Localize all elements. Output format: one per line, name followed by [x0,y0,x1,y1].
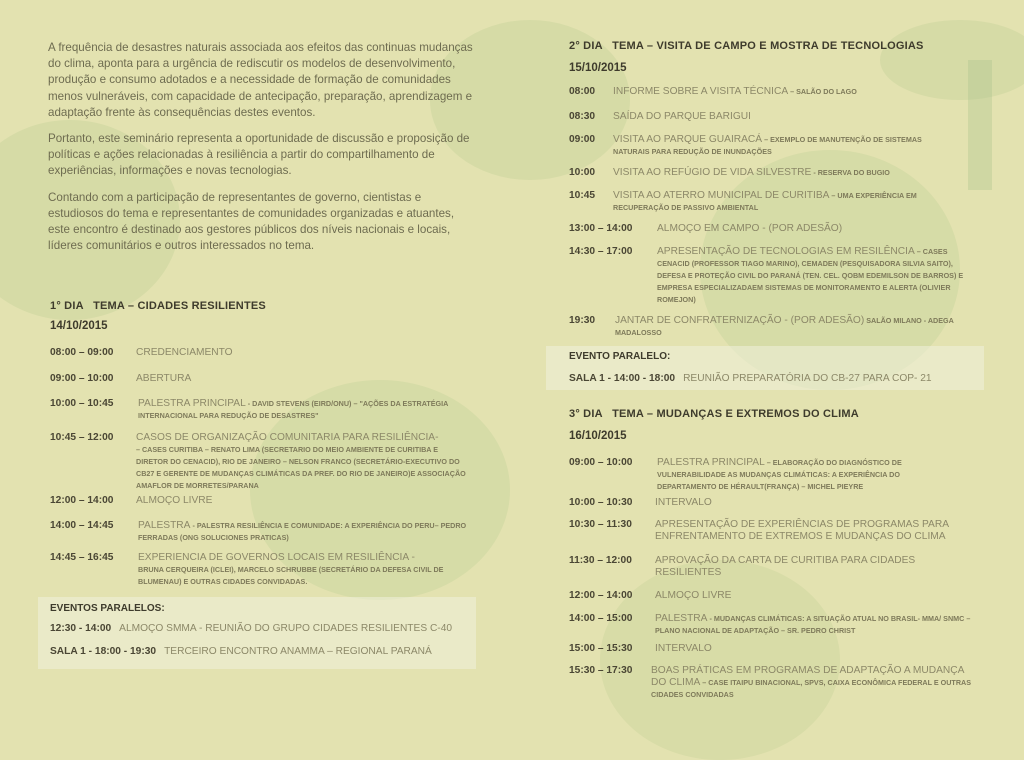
intro-paragraph: Portanto, este seminário representa a oportunidade de discussão e proposição de políticas e ações relacionadas à resiliência a partir do compartilhamento de experiências, informações e novas tecnologias. [48,132,470,178]
item-title: CREDENCIAMENTO [136,347,233,358]
schedule-item [50,347,470,359]
item-time: 08:30 [569,111,596,122]
item-time: 15:00 – 15:30 [569,643,633,654]
schedule-item [569,665,989,701]
item-title: TERCEIRO ENCONTRO ANAMMA – REGIONAL PARANÁ [164,646,432,657]
item-time: 19:30 [569,315,596,326]
item-title: INTERVALO [655,497,712,508]
item-time: 10:00 – 10:30 [569,497,633,508]
item-title: ALMOÇO EM CAMPO - (POR ADESÃO) [657,223,843,234]
schedule-item [569,643,989,655]
day2-title: 2° DIA TEMA – VISITA DE CAMPO E MOSTRA DE TECNOLOGIAS [569,40,924,52]
item-title: SAÍDA DO PARQUE BARIGUI [613,111,751,122]
schedule-item [50,432,470,492]
item-time: 10:00 [569,167,596,178]
item-time: 08:00 – 09:00 [50,347,114,358]
item-title: PALESTRA PRINCIPAL [657,457,765,468]
item-time: 14:00 – 15:00 [569,613,633,624]
item-title: JANTAR DE CONFRATERNIZAÇÃO - (POR ADESÃO) [615,315,865,326]
item-title: BOAS PRÁTICAS EM PROGRAMAS DE ADAPTAÇÃO A MUDANÇA DO CLIMA [651,665,964,688]
schedule-item [569,519,989,543]
schedule-item [50,520,470,544]
item-title: REUNIÃO PREPARATÓRIA DO CB-27 PARA COP- 21 [683,373,932,384]
right-page [512,0,1024,724]
schedule-item [569,223,989,235]
schedule-item [50,398,470,422]
item-time: 15:30 – 17:30 [569,665,633,676]
item-title: ABERTURA [136,373,192,384]
intro-paragraph: A frequência de desastres naturais associada aos efeitos das continuas mudanças do clima, aponta para a urgência de rediscutir os modelos de desenvolvimento, produção e consumo adotados e a necessidade de formação de comunidades menos vulneráveis, com capacidade de antecipação, preparação, aprendizagem e adaptação frente às consequências destes eventos. [48,41,473,119]
intro-paragraph: Contando com a participação de representantes de governo, cientistas e estudiosos do tema e representantes de comunidades organizadas e atuantes, este encontro é destinado aos gestores públicos dos níveis nacionais e locais, líderes comunitários e outros interessados no tema. [48,190,455,253]
item-time: 10:45 – 12:00 [50,432,114,443]
item-title: VISITA AO REFÚGIO DE VIDA SILVESTRE [613,167,812,178]
item-time: 13:00 – 14:00 [569,223,633,234]
day1-title: 1° DIA TEMA – CIDADES RESILIENTES [50,300,266,312]
parallel-events-title: EVENTOS PARALELOS: [50,603,165,614]
item-title: EXPERIENCIA DE GOVERNOS LOCAIS EM RESILIÊNCIA - [138,552,415,563]
schedule-item [569,457,989,493]
schedule-item [569,111,989,123]
schedule-item [569,613,989,637]
item-time: 12:30 - 14:00 [50,623,112,634]
item-detail: – SALÃO DO LAGO [788,87,857,96]
item-time: 10:30 – 11:30 [569,519,632,530]
item-title: PALESTRA PRINCIPAL [138,398,246,409]
item-time: 08:00 [569,86,596,97]
schedule-item [569,590,989,602]
schedule-item [569,86,989,98]
item-title: ALMOÇO LIVRE [136,495,213,506]
schedule-item [569,497,989,509]
item-title: PALESTRA [655,613,708,624]
item-time: 09:00 – 10:00 [569,457,633,468]
item-time: 14:30 – 17:00 [569,246,633,257]
left-page [0,0,512,724]
item-detail: – ELABORAÇÃO DO DIAGNÓSTICO DE VULNERABILIDADE AS MUDANÇAS CLIMÁTICAS: A EXPERIÊNCIA DO DEPARTAMENTO DE HÉRAULT(FRANÇA) – MICHEL PIEYRE [657,458,902,491]
item-title: PALESTRA [138,520,191,531]
schedule-item [569,134,989,158]
day1-date: 14/10/2015 [50,320,108,332]
parallel-event-title: EVENTO PARALELO: [569,351,671,362]
schedule-item [569,555,989,579]
day2-date: 15/10/2015 [569,62,627,74]
item-title: APRESENTAÇÃO DE TECNOLOGIAS EM RESILÊNCIA [657,246,915,257]
item-time: SALA 1 - 14:00 - 18:00 [569,373,676,384]
item-detail: – UMA EXPERIÊNCIA EM RECUPERAÇÃO DE PASSIVO AMBIENTAL [613,191,917,212]
parallel-event-item [569,373,932,385]
item-title: APRESENTAÇÃO DE EXPERIÊNCIAS DE PROGRAMAS PARA ENFRENTAMENTO DE EXTREMOS E MUDANÇAS DO CLIMA [655,519,949,542]
item-time: 14:45 – 16:45 [50,552,114,563]
schedule-item [50,552,470,588]
item-time: 10:00 – 10:45 [50,398,114,409]
schedule-item [50,373,470,385]
item-detail: - MUDANÇAS CLIMÁTICAS: A SITUAÇÃO ATUAL NO BRASIL- MMA/ SNMC – PLANO NACIONAL DE ADAPTAÇÃO – SR. PEDRO CHRIST [655,614,971,635]
item-detail: – CASES CENACID (PROFESSOR TIAGO MARINO), CEMADEN (PESQUISADORA SILVIA SAITO), DEFESA E PROTEÇÃO CIVIL DO PARANÁ (TEN. CEL. QOBM EDEMILSON DE BARROS) E EMPRESA ESPECIALIZADAEM SISTEMAS DE MONITORAMENTO E ALERTA (OLIVIER ROMEJON) [657,247,964,304]
schedule-item [569,190,989,214]
day3-date: 16/10/2015 [569,430,627,442]
parallel-event-item [50,623,452,635]
item-detail: - DAVID STEVENS (EIRD/ONU) – "AÇÕES DA ESTRATÉGIA INTERNACIONAL PARA REDUÇÃO DE DESASTRES" [138,399,449,420]
item-time: 11:30 – 12:00 [569,555,632,566]
intro-text [48,40,473,254]
schedule-item [569,246,989,306]
item-title: APROVAÇÃO DA CARTA DE CURITIBA PARA CIDADES RESILIENTES [655,555,916,578]
item-title: INTERVALO [655,643,712,654]
item-title: INFORME SOBRE A VISITA TÉCNICA [613,86,789,97]
parallel-event-item [50,646,432,658]
item-title: VISITA AO ATERRO MUNICIPAL DE CURITIBA [613,190,830,201]
item-detail: - PALESTRA RESILIÊNCIA E COMUNIDADE: A EXPERIÊNCIA DO PERU– PEDRO FERRADAS (ONG SOLUCIONES PRATICAS) [138,521,467,542]
item-time: SALA 1 - 18:00 - 19:30 [50,646,157,657]
item-detail: – EXEMPLO DE MANUTENÇÃO DE SISTEMAS NATURAIS PARA REDUÇÃO DE INUNDAÇÕES [613,135,922,156]
schedule-item [50,495,470,507]
item-detail: SALÃO MILANO - ADEGA MADALOSSO [615,316,954,337]
item-detail: BRUNA CERQUEIRA (ICLEI), MARCELO SCHRUBBE (SECRETÁRIO DA DEFESA CIVIL DE BLUMENAU) E OUTRAS CIDADES CONVIDADAS. [138,565,444,586]
item-title: CASOS DE ORGANIZAÇÃO COMUNITARIA PARA RESILIÊNCIA- [136,432,439,443]
item-detail: - RESERVA DO BUGIO [811,168,890,177]
item-detail: – CASES CURITIBA – RENATO LIMA (SECRETARIO DO MEIO AMBIENTE DE CURITIBA E DIRETOR DO CENACID), RIO DE JANEIRO – NELSON FRANCO (SECRETÁRIO-EXECUTIVO DO CB27 E GERENTE DE MUDANÇAS CLIMÁTICAS DA PREF. DO RIO DE JANEIRO)E ASSOCIAÇÃO AMAFLOR DE MORRETES/PARANA [136,445,466,490]
item-time: 12:00 – 14:00 [50,495,114,506]
item-detail: – CASE ITAIPU BINACIONAL, SPVS, CAIXA ECONÔMICA FEDERAL E OUTRAS CIDADES CONVIDADAS [651,678,972,699]
schedule-item [569,167,989,179]
item-time: 09:00 – 10:00 [50,373,114,384]
item-time: 10:45 [569,190,596,201]
item-time: 12:00 – 14:00 [569,590,633,601]
day3-title: 3° DIA TEMA – MUDANÇAS E EXTREMOS DO CLIMA [569,408,859,420]
item-title: ALMOÇO SMMA - REUNIÃO DO GRUPO CIDADES RESILIENTES C-40 [119,623,453,634]
item-time: 14:00 – 14:45 [50,520,114,531]
item-title: VISITA AO PARQUE GUAIRACÁ [613,134,763,145]
item-time: 09:00 [569,134,596,145]
item-title: ALMOÇO LIVRE [655,590,732,601]
schedule-item [569,315,989,339]
